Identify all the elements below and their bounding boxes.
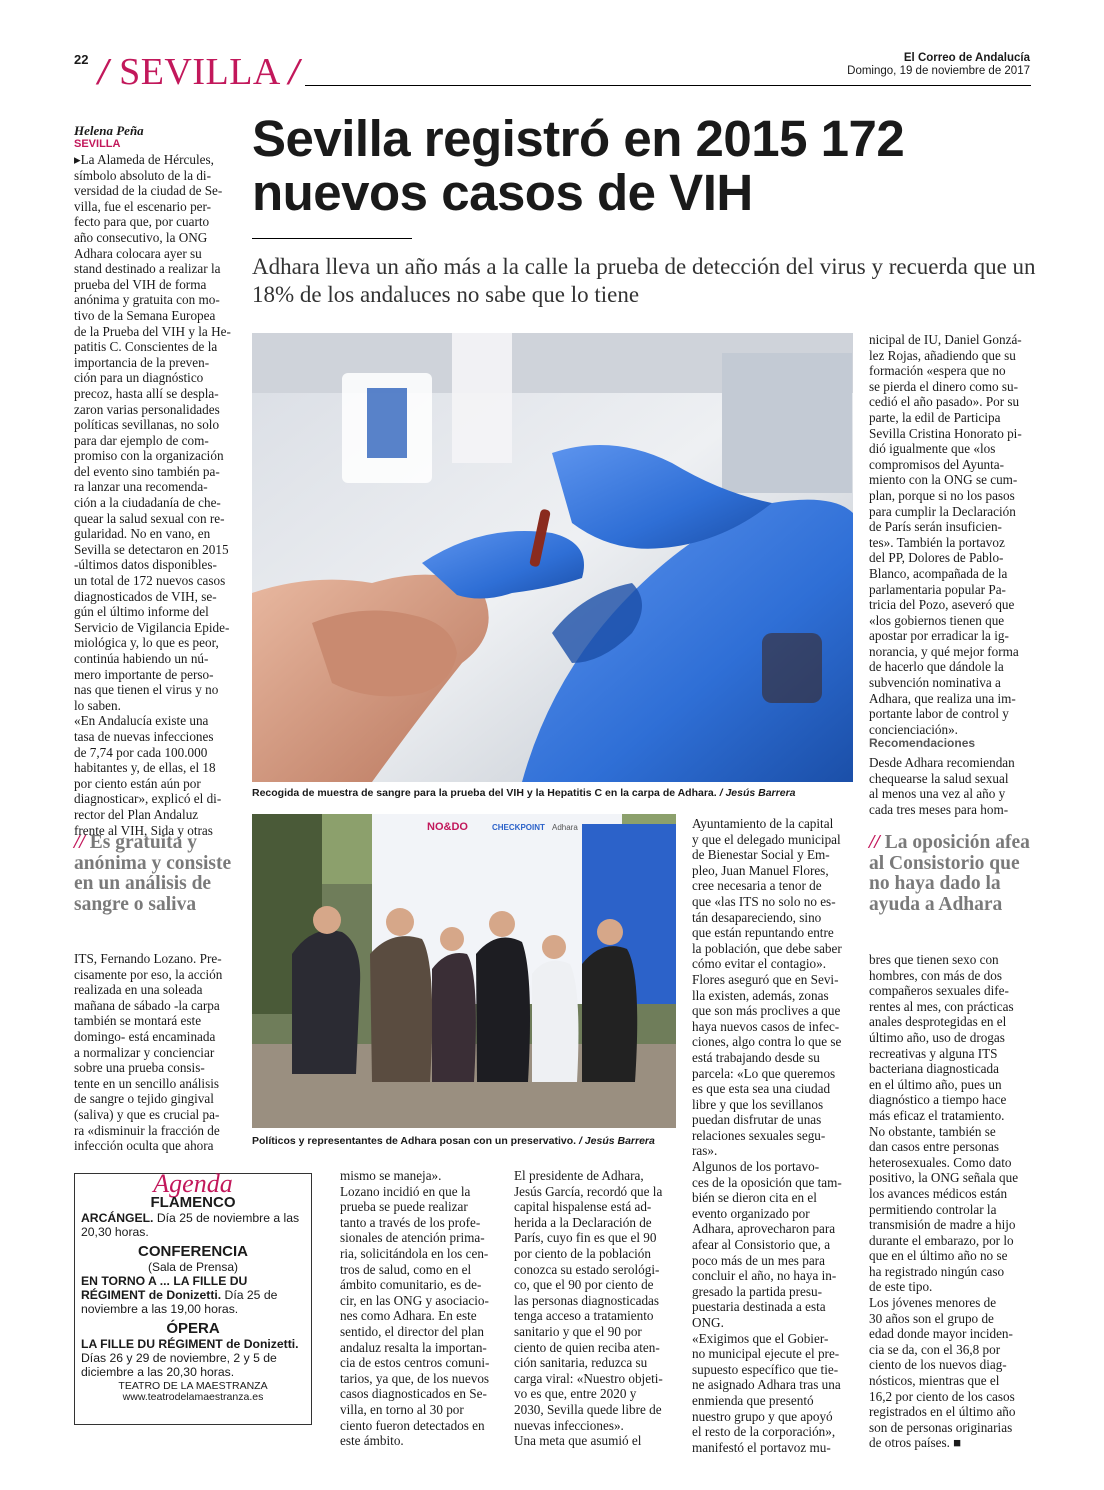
quote-mark-icon: // <box>74 832 85 853</box>
pull-quote-left-text: Es gratuita y anónima y consiste en un análisis de sangre o saliva <box>74 832 232 915</box>
byline: Helena Peña <box>74 123 144 138</box>
group-photo-caption <box>252 1135 676 1147</box>
page-number: 22 <box>74 52 89 67</box>
quote-mark-icon-right: // <box>869 832 880 853</box>
main-photo <box>252 333 853 782</box>
agenda-category-conferencia: CONFERENCIA <box>137 1243 248 1260</box>
agenda-item-title: ARCÁNGEL. <box>81 1211 154 1225</box>
agenda-title: Agenda <box>153 1169 233 1198</box>
agenda-item-text: Día 25 de noviembre a las 19,00 horas. <box>81 1288 278 1316</box>
pull-quote-right-text: La oposición afea al Consistorio que no haya dado la ayuda a Adhara <box>869 832 1030 915</box>
agenda-item-flamenco <box>75 1211 311 1239</box>
body-column-5-mid: Desde Adhara recomiendan chequearse la salud sexual al menos una vez al año y cada tres meses para hom- <box>869 755 1015 817</box>
group-caption-credit: / Jesús Barrera <box>578 1135 655 1147</box>
pull-quote-left <box>74 833 236 915</box>
section-slash-left: / <box>98 51 110 93</box>
group-caption-text: Políticos y representantes de Adhara posan con un preservativo. <box>252 1135 577 1147</box>
main-caption-credit: / Jesús Barrera <box>719 787 796 799</box>
subheadline: Adhara lleva un año más a la calle la prueba de detección del virus y recuerda que un 18% de los andaluces no sabe que lo tiene <box>252 254 1036 307</box>
agenda-box <box>74 1169 312 1425</box>
agenda-item-title: LA FILLE DU RÉGIMENT de Donizetti. <box>81 1337 299 1351</box>
section-subtitle: Recomendaciones <box>869 736 976 750</box>
banner-logo-nodo: NO&DO <box>427 821 468 833</box>
body-column-1-bottom: ITS, Fernando Lozano. Pre- cisamente por eso, la acción realizada en una soleada mañana de sábado -la carpa también se montará este domingo- está encaminada a normalizar y concienciar sobre una prueba consis- tente en un sencillo análisis de sangre o tejido gingival (saliva) y que es crucial pa- ra «disminuir la fracción de infección oculta que ahora <box>74 951 223 1154</box>
blood-test-photo <box>252 333 853 782</box>
group-photo-image <box>252 814 676 1128</box>
agenda-item-opera <box>75 1337 311 1379</box>
masthead <box>847 52 1030 78</box>
headline-rule <box>252 238 412 239</box>
body-column-2: mismo se maneja». Lozano incidió en que la prueba se puede realizar tanto a través de los profe- sionales de atención prima- ria, solicitándola en los cen- tros de salud, como en el ámbito comunitario, es de- cir, en las ONG y asociacio- nes como Adhara. En este sentido, el director del plan andaluz resalta la importan- cia de estos centros comuni- tarios, ya que, de los nuevos casos diagnosticados en Se- villa, en torno al 30 por ciento fueron detectados en este ámbito. <box>340 1168 490 1449</box>
section-slash-right: / <box>288 51 300 93</box>
newspaper-name: El Correo de Andalucía <box>903 52 1030 64</box>
agenda-category-opera: ÓPERA <box>166 1320 220 1337</box>
agenda-venue: TEATRO DE LA MAESTRANZA <box>118 1380 268 1392</box>
section-title <box>98 50 300 94</box>
body-column-1: ▸La Alameda de Hércules, símbolo absoluto de la di- versidad de la ciudad de Se- villa, fue el escenario per- fecto para que, por cuarto año consecutivo, la ONG Adhara colocara ayer su stand destinado a realizar la prueba del VIH de forma anónima y gratuita con mo- tivo de la Semana Europea de la Prueba del VIH y la He- patitis C. Conscientes de la importancia de la preven- ción para un diagnóstico precoz, hasta allí se despla- zaron varias personalidades políticas sevillanas, no solo para dar ejemplo de com- promiso con la organización del evento sino también pa- ra lanzar una recomenda- ción a la ciudadanía de che- quear la salud sexual con re- gularidad. No en vano, en Sevilla se detectaron en 2015 -últimos datos disponibles- un total de 172 nuevos casos diagnosticados de VIH, se- gún el último informe del Servicio de Vigilancia Epide- miológica y, lo que es peor, continúa habiendo un nú- mero importante de perso- nas que tienen el virus y no lo saben. «En Andalucía existe una tasa de nuevas infecciones de 7,74 por cada 100.000 habitantes y, de ellas, el 18 por ciento están aún por diagnosticar», explicó el di- rector del Plan Andaluz frente al VIH, Sida y otras <box>74 152 231 838</box>
agenda-item-text: Día 25 de noviembre a las 20,30 horas. <box>81 1211 300 1239</box>
agenda-url[interactable]: www.teatrodelamaestranza.es <box>122 1391 264 1403</box>
body-column-5: nicipal de IU, Daniel Gonzá- lez Rojas, añadiendo que su formación «espera que no se pierda el dinero como su- cedió el año pasado». Por su parte, la edil de Participa Sevilla Cristina Honorato pi- dió igualmente que «los compromisos del Ayunta- miento con la ONG se cum- plan, porque si no los pasos para cumplir la Declaración de París serán insuficien- tes». También la portavoz del PP, Dolores de Pablo- Blanco, acompañada de la parlamentaria popular Pa- tricia del Pozo, aseveró que «los gobiernos tienen que apostar por erradicar la ig- norancia, y qué mejor forma de hacerlo que dándole la subvención nominativa a Adhara, que realiza una im- portante labor de control y concienciación». <box>869 332 1022 737</box>
agenda-item-text: Días 26 y 29 de noviembre, 2 y 5 de diciembre a las 20,30 horas. <box>81 1351 277 1379</box>
group-photo <box>252 814 676 1128</box>
header-rule <box>305 85 1031 86</box>
agenda-item-title: EN TORNO A ... LA FILLE DU RÉGIMENT de Donizetti. <box>81 1274 248 1302</box>
body-column-4: Ayuntamiento de la capital y que el delegado municipal de Bienestar Social y Em- pleo, Juan Manuel Flores, cree necesaria a tenor de que «las ITS no solo no es- tán desapareciendo, sino que están repuntando entre la población, que debe saber cómo evitar el contagio». Flores aseguró que en Sevi- lla existen, además, zonas que son más proclives a que haya nuevos casos de infec- ciones, algo contra lo que se está trabajando desde su parcela: «Lo que queremos es que esta sea una ciudad libre y que los sevillanos puedan disfrutar de unas relaciones sexuales segu- ras». Algunos de los portavo- ces de la oposición que tam- bién se dieron cita en el evento organizado por Adhara, aprovecharon para afear al Consistorio que, a poco más de un mes para concluir el año, no haya in- gresado la partida presu- puestaria destinada a esta ONG. «Exigimos que el Gobier- no municipal ejecute el pre- supuesto específico que tie- ne asignado Adhara tras una enmienda que presentó nuestro grupo y que apoyó el resto de la corporación», manifestó el portavoz mu- <box>692 816 842 1455</box>
banner-adhara: Adhara <box>552 823 578 832</box>
body-column-3: El presidente de Adhara, Jesús García, recordó que la capital hispalense está ad- herida a la Declaración de París, cuyo fin es que el 90 por ciento de la población conozca su estado serológi- co, que el 90 por ciento de las personas diagnosticadas tenga acceso a tratamiento sanitario y que el 90 por ciento de quien reciba aten- ción sanitaria, reduzca su carga viral: «Nuestro objeti- vo es que, entre 2020 y 2030, Sevilla quede libre de nuevas infecciones». Una meta que asumió el <box>514 1168 663 1449</box>
agenda-category-sub: (Sala de Prensa) <box>147 1260 239 1274</box>
dateline-place: SEVILLA <box>74 138 121 150</box>
main-photo-caption <box>252 787 853 799</box>
main-caption-text: Recogida de muestra de sangre para la prueba del VIH y la Hepatitis C en la carpa de Adhara. <box>252 787 717 799</box>
headline: Sevilla registró en 2015 172 nuevos casos de VIH <box>252 110 905 221</box>
body-column-5-bottom: bres que tienen sexo con hombres, con más de dos compañeros sexuales dife- rentes al mes, con prácticas anales desprotegidas en el último año, uso de drogas recreativas y alguna ITS bacteriana diagnosticada en el último año, pues un diagnóstico a tiempo hace más eficaz el tratamiento. No obstante, también se dan casos entre personas heterosexuales. Como dato positivo, la ONG señala que los avances médicos están permitiendo controlar la transmisión de madre a hijo durante el embarazo, por lo que en el último año no se ha registrado ningún caso de este tipo. Los jóvenes menores de 30 años son el grupo de edad donde mayor inciden- cia se da, con el 36,8 por ciento de los nuevos diag- nósticos, mientras que el 16,2 por ciento de los casos registrados en el último año son de personas originarias de otros países. ■ <box>869 952 1019 1451</box>
banner-checkpoint: CHECKPOINT <box>492 823 545 832</box>
issue-date: Domingo, 19 de noviembre de 2017 <box>847 65 1030 77</box>
agenda-category-flamenco: FLAMENCO <box>150 1194 236 1211</box>
pull-quote-right <box>869 833 1031 915</box>
section-label: SEVILLA <box>119 51 279 93</box>
agenda-item-conferencia <box>75 1274 311 1316</box>
